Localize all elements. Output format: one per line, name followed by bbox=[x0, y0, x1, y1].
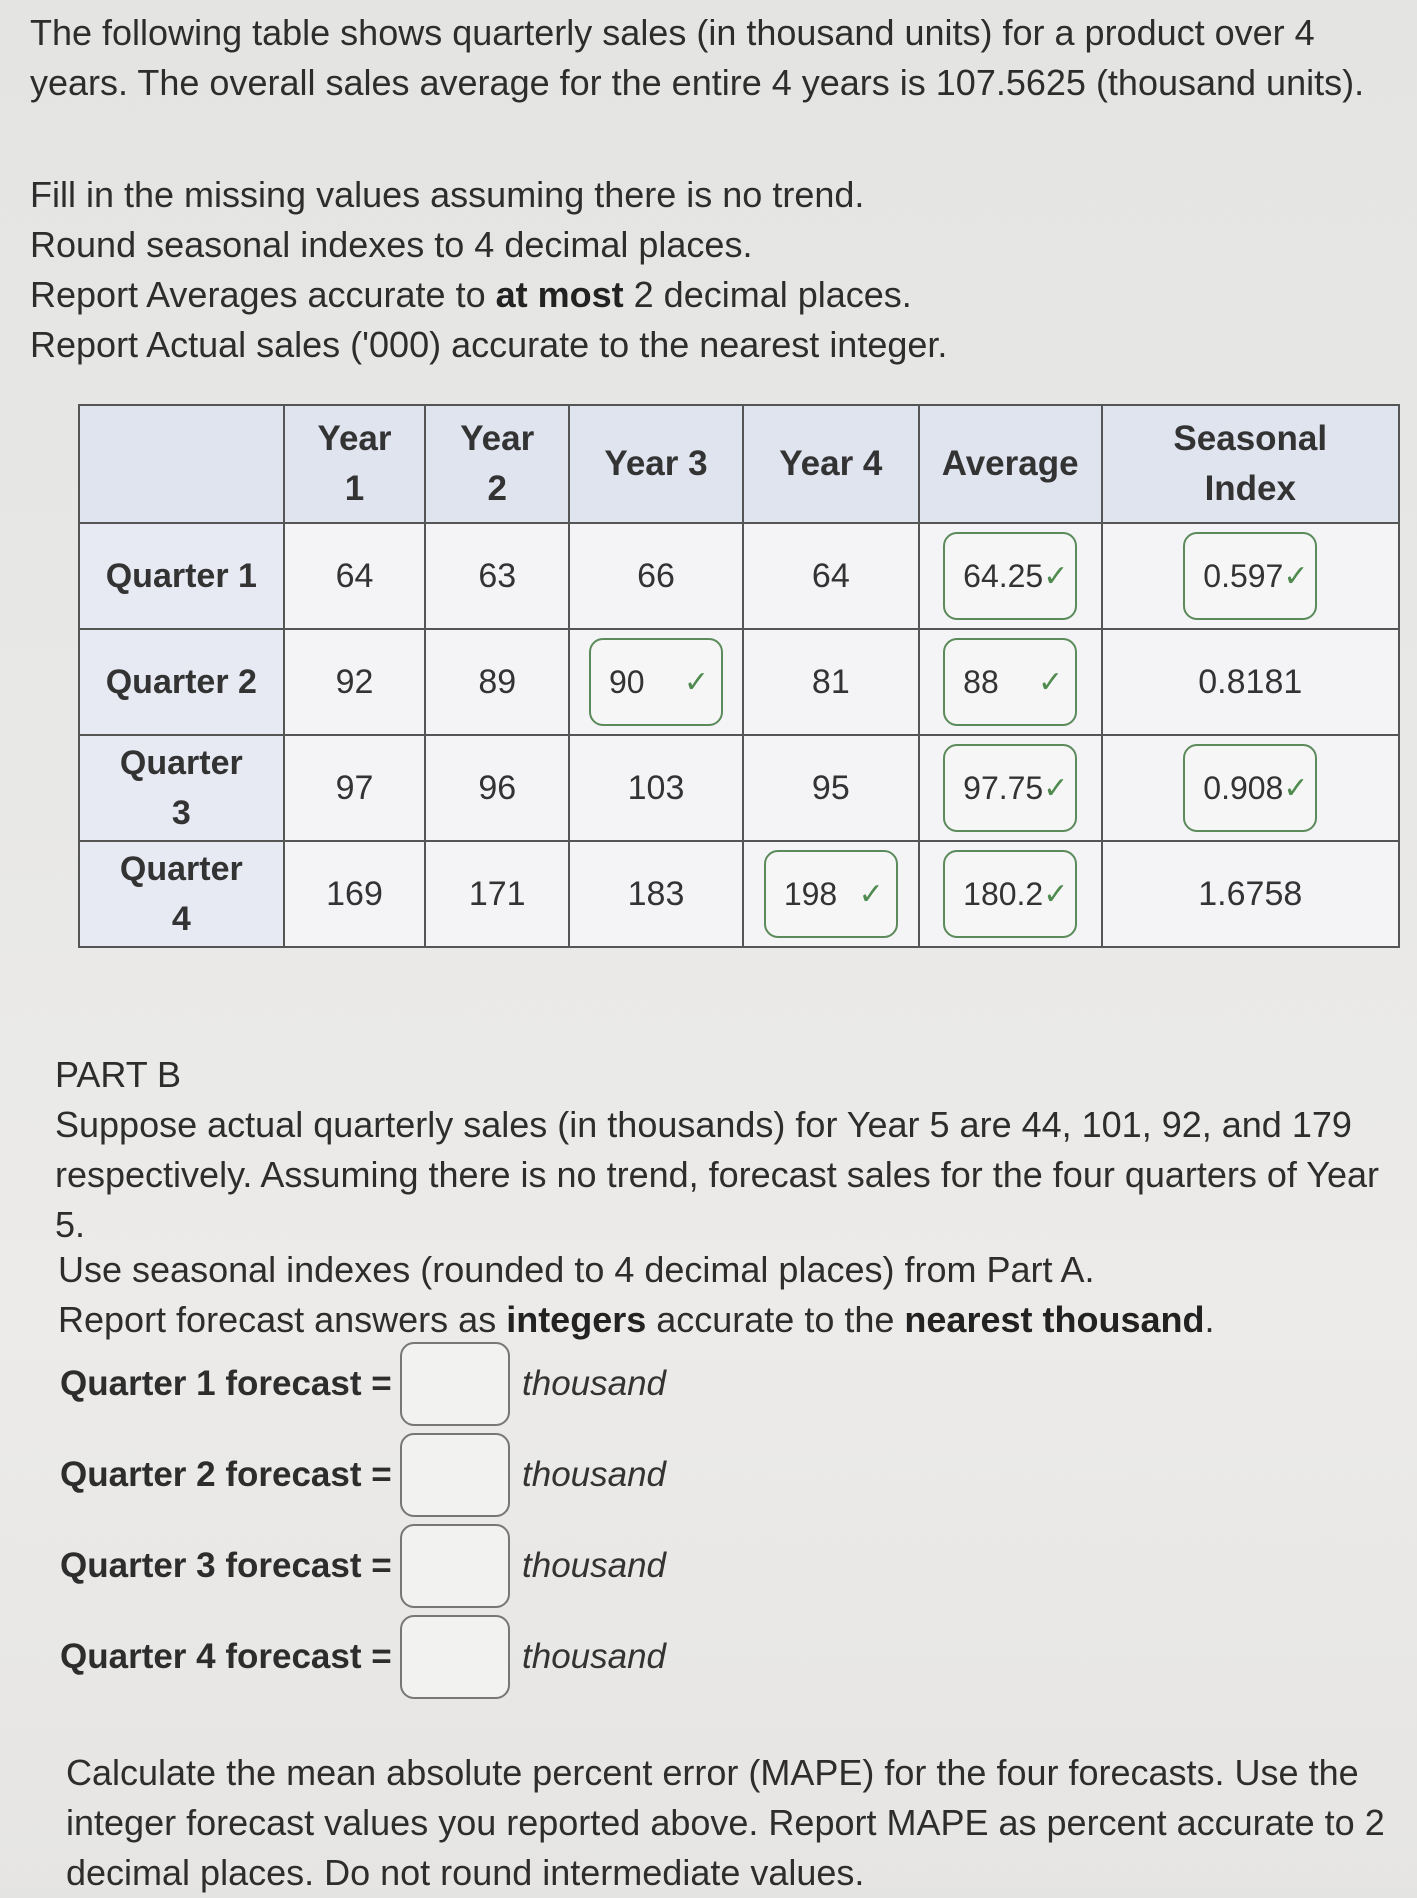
header-year-4: Year 4 bbox=[743, 405, 919, 523]
report-post: . bbox=[1204, 1299, 1215, 1340]
header-row bbox=[79, 405, 1399, 523]
report-forecast-line bbox=[58, 1295, 1378, 1345]
part-b-title: PART B bbox=[55, 1054, 182, 1095]
instructions bbox=[30, 170, 1390, 370]
part-b bbox=[55, 1050, 1395, 1250]
forecast-input-q3[interactable] bbox=[400, 1524, 510, 1608]
row-label-b: 4 bbox=[171, 900, 191, 938]
answer-input-q1-seasonal-index[interactable] bbox=[1183, 532, 1317, 620]
mape-instructions bbox=[66, 1748, 1386, 1898]
header-si-a: Seasonal bbox=[1173, 419, 1328, 458]
check-icon: ✓ bbox=[683, 665, 709, 699]
table-row-quarter-3 bbox=[79, 735, 1399, 841]
forecast-label-q3: Quarter 3 forecast = bbox=[60, 1546, 392, 1585]
forecast-label-q2: Quarter 2 forecast = bbox=[60, 1455, 392, 1494]
cell-q4-year1: 169 bbox=[284, 841, 426, 947]
row-label-quarter-3 bbox=[79, 735, 284, 841]
instruction-line-3-pre: Report Averages accurate to bbox=[30, 274, 496, 315]
header-seasonal-index bbox=[1102, 405, 1399, 523]
instruction-line-3-bold: at most bbox=[495, 274, 624, 315]
cell-q3-year2: 96 bbox=[425, 735, 569, 841]
report-mid: accurate to the bbox=[646, 1299, 905, 1340]
forecast-unit-q1: thousand bbox=[522, 1364, 667, 1403]
header-year-2-a: Year bbox=[460, 419, 535, 458]
forecast-row-q1 bbox=[60, 1340, 666, 1428]
instruction-line-2: Round seasonal indexes to 4 decimal places. bbox=[30, 224, 753, 265]
answer-input-q4-average[interactable] bbox=[943, 850, 1077, 938]
answer-input-q1-average[interactable] bbox=[943, 532, 1077, 620]
check-icon: ✓ bbox=[1043, 771, 1069, 805]
answer-input-q2-average[interactable] bbox=[943, 638, 1077, 726]
table-row-quarter-1 bbox=[79, 523, 1399, 629]
use-indexes-line: Use seasonal indexes (rounded to 4 decimal places) from Part A. bbox=[58, 1249, 1095, 1290]
answer-input-q3-average[interactable] bbox=[943, 744, 1077, 832]
cell-q4-year2: 171 bbox=[425, 841, 569, 947]
answer-input-q2-year3[interactable] bbox=[589, 638, 723, 726]
cell-q1-year4: 64 bbox=[743, 523, 919, 629]
row-label-quarter-4 bbox=[79, 841, 284, 947]
row-label-a: Quarter bbox=[119, 850, 243, 888]
header-year-3: Year 3 bbox=[569, 405, 743, 523]
instruction-line-1: Fill in the missing values assuming there is no trend. bbox=[30, 174, 865, 215]
row-label-a: Quarter 2 bbox=[105, 663, 257, 701]
cell-q2-year3 bbox=[569, 629, 743, 735]
forecast-label-q4: Quarter 4 forecast = bbox=[60, 1637, 392, 1676]
instruction-line-3 bbox=[30, 270, 1390, 320]
cell-q2-year1: 92 bbox=[284, 629, 426, 735]
forecast-label-q1: Quarter 1 forecast = bbox=[60, 1364, 392, 1403]
intro-text bbox=[30, 8, 1390, 108]
forecast-input-q1[interactable] bbox=[400, 1342, 510, 1426]
cell-q2-seasonal-index: 0.8181 bbox=[1102, 629, 1399, 735]
header-average: Average bbox=[919, 405, 1102, 523]
answer-value: 0.908 bbox=[1203, 769, 1284, 806]
check-icon: ✓ bbox=[1043, 877, 1069, 911]
cell-q1-year1: 64 bbox=[284, 523, 426, 629]
answer-value: 64.25 bbox=[963, 557, 1044, 594]
forecast-input-q2[interactable] bbox=[400, 1433, 510, 1517]
check-icon: ✓ bbox=[1038, 665, 1064, 699]
table-row-quarter-4 bbox=[79, 841, 1399, 947]
report-bold-integers: integers bbox=[506, 1299, 647, 1340]
cell-q3-average bbox=[919, 735, 1102, 841]
check-icon: ✓ bbox=[1043, 559, 1069, 593]
cell-q1-year3: 66 bbox=[569, 523, 743, 629]
answer-value: 88 bbox=[963, 663, 999, 700]
report-pre: Report forecast answers as bbox=[58, 1299, 507, 1340]
mape-text: Calculate the mean absolute percent error (MAPE) for the four forecasts. Use the integer forecast values you reported above. Report MAPE as percent accurate to 2 decimal places. Do not round intermediate values. bbox=[66, 1752, 1385, 1893]
forecast-row-q2 bbox=[60, 1431, 666, 1519]
check-icon: ✓ bbox=[1283, 559, 1309, 593]
header-year-2-b: 2 bbox=[487, 469, 507, 508]
intro-paragraph: The following table shows quarterly sales (in thousand units) for a product over 4 years. The overall sales average for the entire 4 years is 107.5625 (thousand units). bbox=[30, 12, 1365, 103]
instruction-line-4: Report Actual sales ('000) accurate to the nearest integer. bbox=[30, 324, 948, 365]
header-year-2 bbox=[425, 405, 569, 523]
cell-q1-seasonal-index bbox=[1102, 523, 1399, 629]
answer-value: 97.75 bbox=[963, 769, 1044, 806]
cell-q3-year4: 95 bbox=[743, 735, 919, 841]
cell-q3-seasonal-index bbox=[1102, 735, 1399, 841]
forecast-row-q4 bbox=[60, 1613, 666, 1701]
row-label-quarter-1 bbox=[79, 523, 284, 629]
part-b-text: Suppose actual quarterly sales (in thousands) for Year 5 are 44, 101, 92, and 179 respectively. Assuming there is no trend, forecast sales for the four quarters of Year 5. bbox=[55, 1104, 1380, 1245]
row-label-a: Quarter 1 bbox=[105, 557, 257, 595]
row-label-quarter-2 bbox=[79, 629, 284, 735]
answer-input-q3-seasonal-index[interactable] bbox=[1183, 744, 1317, 832]
cell-q1-average bbox=[919, 523, 1102, 629]
forecast-unit-q2: thousand bbox=[522, 1455, 667, 1494]
check-icon: ✓ bbox=[858, 877, 884, 911]
forecast-input-q4[interactable] bbox=[400, 1615, 510, 1699]
answer-value: 180.2 bbox=[963, 875, 1044, 912]
cell-q2-year2: 89 bbox=[425, 629, 569, 735]
answer-value: 0.597 bbox=[1203, 557, 1284, 594]
sales-table bbox=[78, 404, 1400, 948]
part-b-instructions bbox=[58, 1245, 1378, 1345]
header-si-b: Index bbox=[1204, 469, 1296, 508]
cell-q4-seasonal-index: 1.6758 bbox=[1102, 841, 1399, 947]
cell-q2-year4: 81 bbox=[743, 629, 919, 735]
answer-value: 90 bbox=[608, 663, 645, 700]
forecast-row-q3 bbox=[60, 1522, 666, 1610]
row-label-b: 3 bbox=[171, 794, 191, 832]
answer-value: 198 bbox=[783, 875, 838, 912]
cell-q4-year3: 183 bbox=[569, 841, 743, 947]
cell-q3-year3: 103 bbox=[569, 735, 743, 841]
header-year-1 bbox=[284, 405, 426, 523]
answer-input-q4-year4[interactable] bbox=[764, 850, 898, 938]
cell-q4-year4 bbox=[743, 841, 919, 947]
cell-q1-year2: 63 bbox=[425, 523, 569, 629]
instruction-line-3-post: 2 decimal places. bbox=[623, 274, 912, 315]
check-icon: ✓ bbox=[1283, 771, 1309, 805]
report-bold-nearest: nearest thousand bbox=[904, 1299, 1205, 1340]
row-label-a: Quarter bbox=[119, 744, 243, 782]
header-year-1-a: Year bbox=[317, 419, 392, 458]
forecast-unit-q3: thousand bbox=[522, 1546, 667, 1585]
cell-q3-year1: 97 bbox=[284, 735, 426, 841]
cell-q4-average bbox=[919, 841, 1102, 947]
cell-q2-average bbox=[919, 629, 1102, 735]
header-year-1-b: 1 bbox=[344, 469, 365, 508]
table-row-quarter-2 bbox=[79, 629, 1399, 735]
header-corner bbox=[79, 405, 284, 523]
forecast-unit-q4: thousand bbox=[522, 1637, 667, 1676]
